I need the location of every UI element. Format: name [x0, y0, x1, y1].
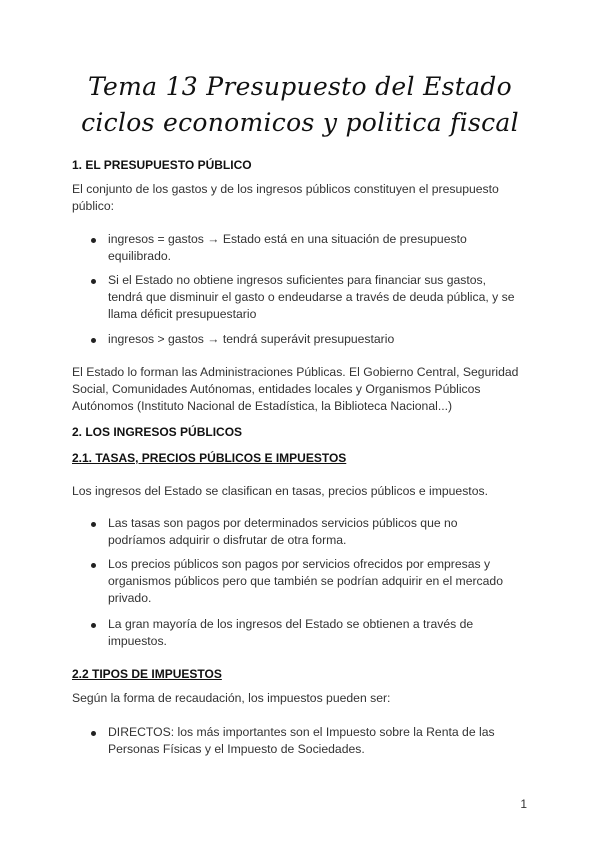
bullet-icon	[91, 623, 96, 628]
bullet-icon	[91, 338, 96, 343]
bullet-icon	[91, 731, 96, 736]
section-2-heading: 2. LOS INGRESOS PÚBLICOS	[72, 425, 243, 439]
bullet-icon	[91, 522, 96, 527]
section-2-2-heading: 2.2 TIPOS DE IMPUESTOS	[72, 667, 222, 681]
section-1-closing: El Estado lo forman las Administraciones Públicas. El Gobierno Central, Seguridad Social, Comunidades Autónomas, entidades locales y Organismos Públicos Autónomos (Instituto Nacional de Estadística, la Biblioteca Nacional...)	[72, 365, 519, 413]
page-number: 1	[520, 797, 527, 811]
bullet-icon	[91, 563, 96, 568]
bullet-icon	[91, 238, 96, 243]
section-2-1-bullet-2: Los precios públicos son pagos por servicios ofrecidos por empresas y organismos públicos pero que también se podrían adquirir en el mercado privado.	[108, 557, 503, 605]
section-1-bullet-2: Si el Estado no obtiene ingresos suficientes para financiar sus gastos, tendrá que disminuir el gasto o endeudarse a través de deuda pública, y se llama déficit presupuestario	[108, 273, 515, 321]
section-2-1-heading: 2.1. TASAS, PRECIOS PÚBLICOS E IMPUESTOS	[72, 451, 347, 465]
section-1-bullet-3: ingresos > gastos → tendrá superávit presupuestario	[108, 332, 395, 346]
section-2-1-bullet-3: La gran mayoría de los ingresos del Estado se obtienen a través de impuestos.	[108, 617, 474, 648]
section-2-2-bullet-1: DIRECTOS: los más importantes son el Impuesto sobre la Renta de las Personas Físicas y el Impuesto de Sociedades.	[108, 725, 495, 756]
document-title-line-1: Tema 13 Presupuesto del Estado	[88, 72, 512, 101]
section-1-intro: El conjunto de los gastos y de los ingresos públicos constituyen el presupuesto público:	[72, 182, 499, 213]
section-2-1-bullet-1: Las tasas son pagos por determinados servicios públicos que no podríamos adquirir o disfrutar de otra forma.	[108, 516, 458, 547]
section-2-2-intro: Según la forma de recaudación, los impuestos pueden ser:	[72, 691, 391, 705]
document-title-line-2: ciclos economicos y politica fiscal	[81, 108, 519, 137]
section-1-heading: 1. EL PRESUPUESTO PÚBLICO	[72, 158, 252, 172]
section-1-bullet-1: ingresos = gastos → Estado está en una situación de presupuesto equilibrado.	[108, 232, 467, 263]
bullet-icon	[91, 279, 96, 284]
section-2-1-intro: Los ingresos del Estado se clasifican en tasas, precios públicos e impuestos.	[72, 484, 488, 498]
